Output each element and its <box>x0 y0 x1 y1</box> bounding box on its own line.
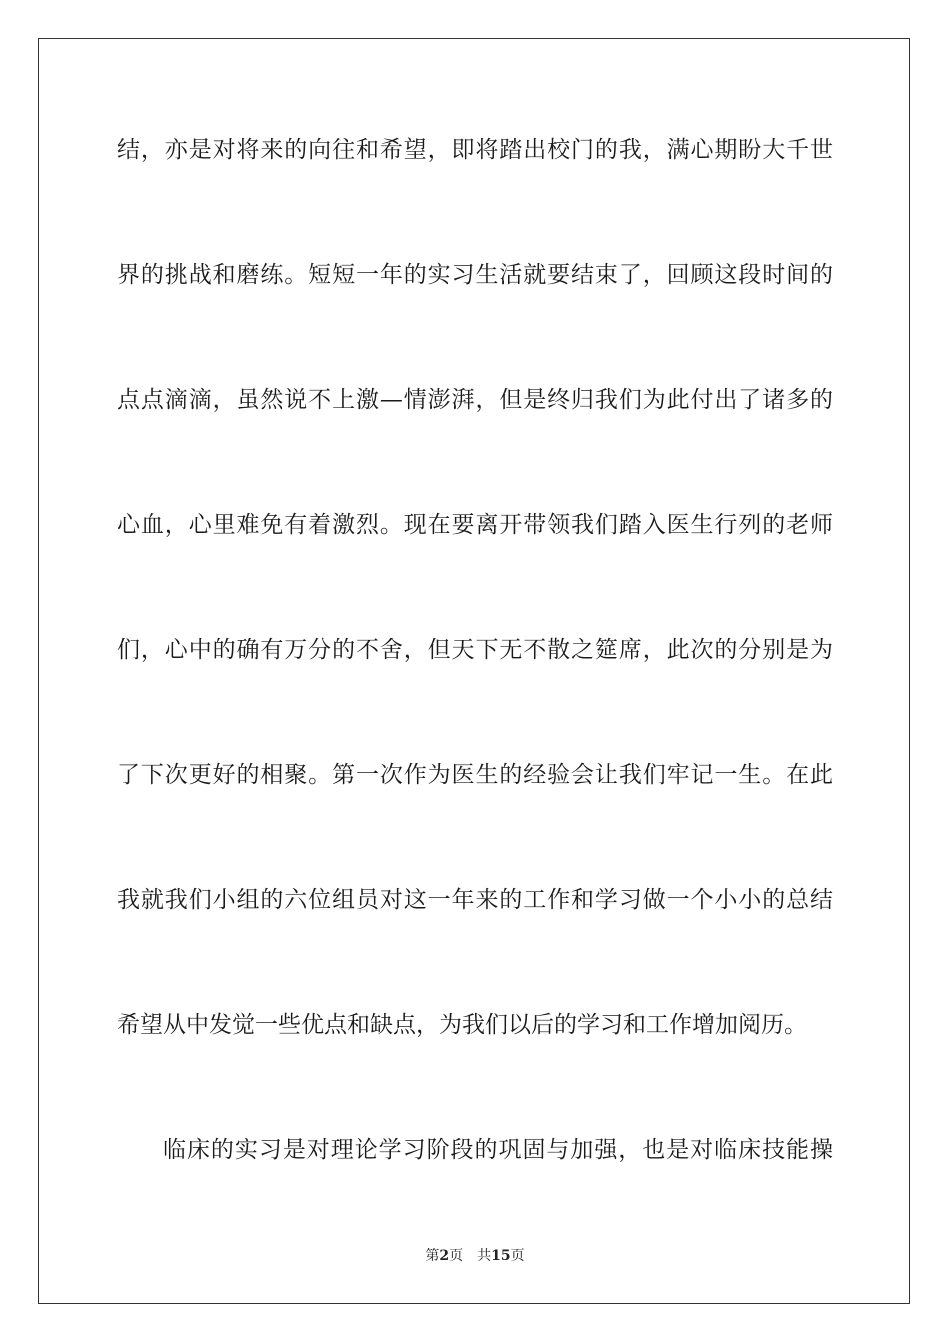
footer-page-suffix: 页 <box>449 1248 464 1264</box>
body-text-line-5: 们，心中的确有万分的不舍，但天下无不散之筵席，此次的分别是为 <box>117 637 833 663</box>
body-text-line-1: 结，亦是对将来的向往和希望，即将踏出校门的我，满心期盼大千世 <box>117 137 833 163</box>
body-text-line-7: 我就我们小组的六位组员对这一年来的工作和学习做一个小小的总结 <box>117 887 833 913</box>
page-footer <box>0 1246 950 1266</box>
body-text-line-2: 界的挑战和磨练。短短一年的实习生活就要结束了，回顾这段时间的 <box>117 262 833 288</box>
page-border <box>38 38 910 1304</box>
footer-page-number: 2 <box>439 1248 450 1264</box>
body-text-line-4: 心血，心里难免有着激烈。现在要离开带领我们踏入医生行列的老师 <box>117 512 833 538</box>
body-text-line-3: 点点滴滴，虽然说不上激—情澎湃，但是终归我们为此付出了诸多的 <box>117 387 833 413</box>
footer-total-pages: 15 <box>491 1248 511 1264</box>
paragraph-start-line: 临床的实习是对理论学习阶段的巩固与加强，也是对临床技能操 <box>163 1137 833 1163</box>
footer-page-prefix: 第 <box>425 1248 440 1264</box>
body-text-line-8: 希望从中发觉一些优点和缺点，为我们以后的学习和工作增加阅历。 <box>117 1012 807 1038</box>
footer-total-suffix: 页 <box>510 1248 525 1264</box>
body-text-line-6: 了下次更好的相聚。第一次作为医生的经验会让我们牢记一生。在此 <box>117 762 833 788</box>
footer-total-prefix: 共 <box>477 1248 492 1264</box>
